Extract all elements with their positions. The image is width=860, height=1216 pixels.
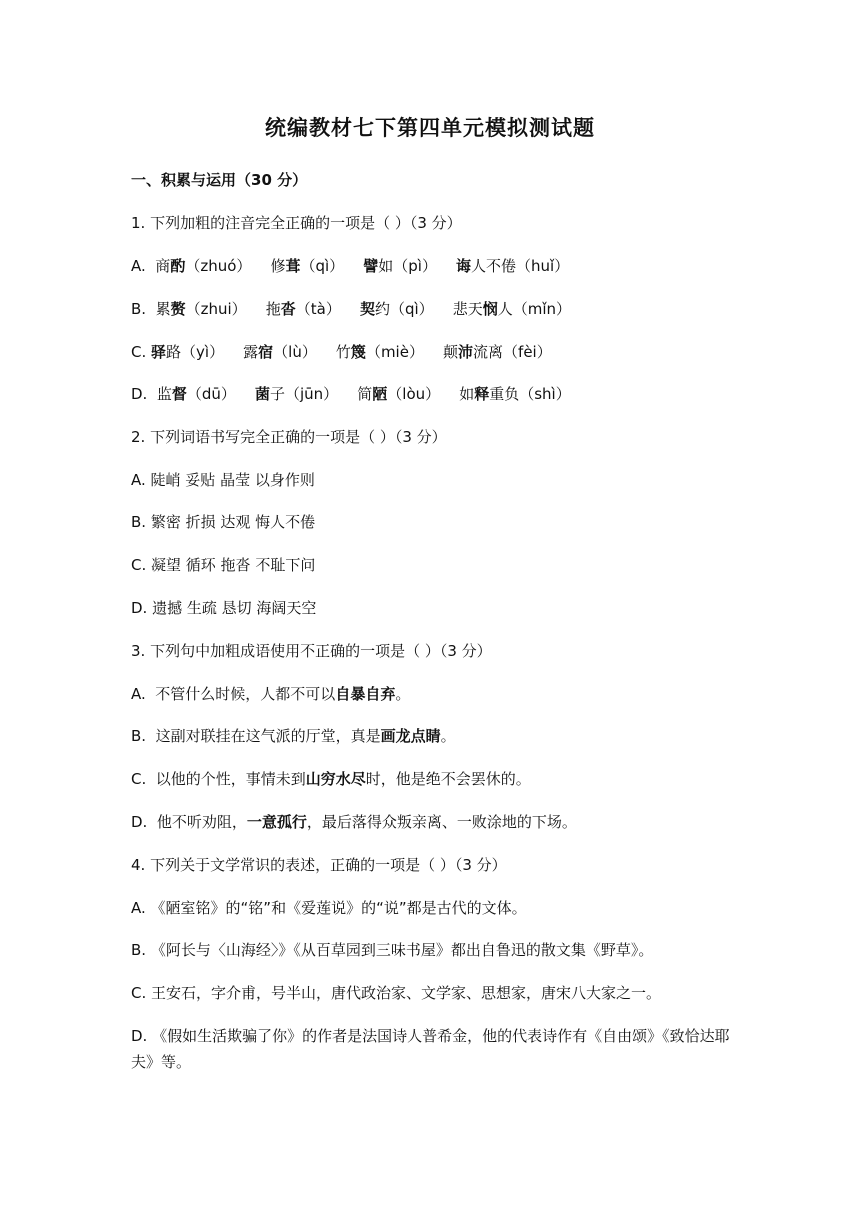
text-run: 流离（fèi） xyxy=(473,343,552,361)
text-run: 人不倦（huǐ） xyxy=(471,257,570,275)
bold-text: 画龙点睛 xyxy=(380,727,441,745)
bold-text: 沓 xyxy=(280,300,296,318)
bold-text: 驿 xyxy=(151,343,167,361)
bold-text: 契 xyxy=(359,300,375,318)
question-2-option-b: B. 繁密 折损 达观 悔人不倦 xyxy=(131,513,316,531)
section-heading: 一、积累与运用（30 分） xyxy=(131,171,308,189)
text-run: B. 这副对联挂在这气派的厅堂，真是 xyxy=(131,727,381,745)
question-2-option-c: C. 凝望 循环 拖沓 不耻下问 xyxy=(131,556,316,574)
text-run: 。 xyxy=(395,685,411,703)
bold-text: 诲 xyxy=(456,257,472,275)
bold-text: 宿 xyxy=(258,343,274,361)
text-run: 如（pì） xyxy=(378,257,457,275)
bold-text: 一意孤行 xyxy=(246,813,307,831)
bold-text: 陋 xyxy=(372,385,388,403)
question-3-option-b xyxy=(131,723,742,749)
question-3-option-d xyxy=(131,809,742,835)
question-1-option-a xyxy=(131,253,742,279)
bold-text: 酌 xyxy=(170,257,186,275)
bold-text: 葺 xyxy=(285,257,301,275)
text-run: （lù） 竹 xyxy=(273,343,351,361)
question-1-option-d xyxy=(131,381,742,407)
text-run: 约（qì） 悲天 xyxy=(374,300,483,318)
text-run: （zhuó） 修 xyxy=(185,257,286,275)
text-run: （miè） 颠 xyxy=(365,343,459,361)
bold-text: 菌 xyxy=(254,385,270,403)
text-run: 子（jūn） 简 xyxy=(270,385,373,403)
text-run: 。 xyxy=(440,727,456,745)
bold-text: 督 xyxy=(171,385,187,403)
question-3-option-c xyxy=(131,766,742,792)
question-4-option-d: D. 《假如生活欺骗了你》的作者是法国诗人普希金，他的代表诗作有《自由颂》《致恰达耶夫》等。 xyxy=(131,1027,730,1071)
bold-text: 悯 xyxy=(482,300,498,318)
text-run: 路（yì） 露 xyxy=(166,343,259,361)
text-run: （dū） xyxy=(186,385,255,403)
bold-text: 自暴自弃 xyxy=(335,685,396,703)
question-2-stem: 2. 下列词语书写完全正确的一项是（ ）（3 分） xyxy=(131,428,447,446)
question-2-option-d: D. 遗撼 生疏 恳切 海阔天空 xyxy=(131,599,317,617)
text-run: （lòu） 如 xyxy=(387,385,475,403)
text-run: 时，他是绝不会罢休的。 xyxy=(365,770,531,788)
text-run: B. 累 xyxy=(131,300,171,318)
question-4-option-c: C. 王安石，字介甫，号半山，唐代政治家、文学家、思想家，唐宋八大家之一。 xyxy=(131,984,662,1002)
text-run: D. 他不听劝阻， xyxy=(131,813,247,831)
bold-text: 赘 xyxy=(170,300,186,318)
bold-text: 篾 xyxy=(350,343,366,361)
question-3-stem: 3. 下列句中加粗成语使用不正确的一项是（ ）（3 分） xyxy=(131,642,492,660)
text-run: 重负（shì） xyxy=(489,385,571,403)
question-3-option-a xyxy=(131,681,742,707)
bold-text: 譬 xyxy=(363,257,379,275)
question-4-stem: 4. 下列关于文学常识的表述，正确的一项是（ ）（3 分） xyxy=(131,856,507,874)
page-title: 统编教材七下第四单元模拟测试题 xyxy=(265,116,595,140)
question-2-option-a: A. 陡峭 妥贴 晶莹 以身作则 xyxy=(131,471,315,489)
question-4-option-b: B. 《阿长与〈山海经〉》《从百草园到三味书屋》都出自鲁迅的散文集《野草》。 xyxy=(131,941,654,959)
text-run: （zhui） 拖 xyxy=(185,300,281,318)
text-run: C. xyxy=(131,343,152,361)
question-1-option-c xyxy=(131,339,742,365)
question-4-option-a: A. 《陋室铭》的“铭”和《爱莲说》的“说”都是古代的文体。 xyxy=(131,899,527,917)
bold-text: 释 xyxy=(474,385,490,403)
text-run: 人（mǐn） xyxy=(497,300,572,318)
bold-text: 山穷水尽 xyxy=(305,770,366,788)
text-run: D. 监 xyxy=(131,385,172,403)
bold-text: 沛 xyxy=(458,343,474,361)
text-run: C. 以他的个性，事情未到 xyxy=(131,770,306,788)
text-run: （tà） xyxy=(295,300,360,318)
question-1-option-b xyxy=(131,296,742,322)
text-run: ，最后落得众叛亲离、一败涂地的下场。 xyxy=(306,813,577,831)
text-run: A. 商 xyxy=(131,257,171,275)
text-run: （qì） xyxy=(300,257,364,275)
text-run: A. 不管什么时候，人都不可以 xyxy=(131,685,336,703)
question-1-stem: 1. 下列加粗的注音完全正确的一项是（ ）（3 分） xyxy=(131,214,462,232)
